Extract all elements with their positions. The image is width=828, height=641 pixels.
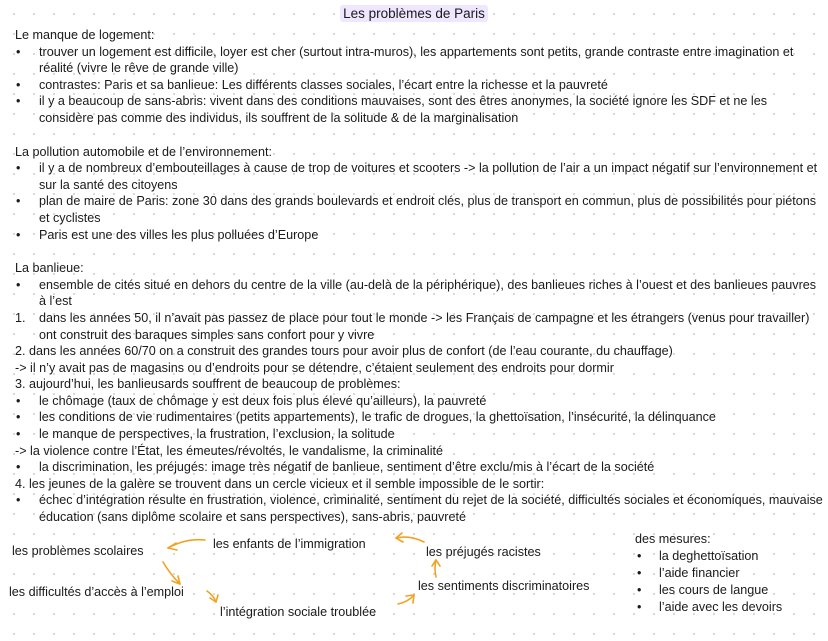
bullet-icon: •	[16, 44, 21, 59]
list-item: • contrastes: Paris et sa banlieue: Les différents classes sociales, l’écart entre la richesse et la pauvreté	[16, 77, 608, 92]
arrow-icon	[432, 560, 440, 577]
bullet-icon: •	[16, 277, 21, 292]
consequence-line: -> il n’y avait pas de magasins ou d’endroits pour se détendre, c’étaient seulement des endroits pour dormir	[15, 360, 614, 375]
arrow-icon	[396, 533, 424, 542]
list-item: • le chômage (taux de chômage y est deux fois plus élevé qu’ailleurs), la pauvreté	[16, 393, 487, 408]
section-pollution	[15, 144, 825, 244]
bullet-icon: •	[637, 566, 642, 580]
list-item: • il y a de nombreux d’embouteillages à cause de trop de voitures et scooters -> la pollution de l’air a un impact négatif sur l’environnement et sur la santé des citoyens	[16, 161, 818, 192]
cycle-node-sentiments: les sentiments discriminatoires	[418, 579, 590, 593]
section-logement	[15, 27, 825, 127]
cycle-node-prejuges: les préjugés racistes	[426, 545, 541, 559]
list-item: • les conditions de vie rudimentaires (petits appartements), le trafic de drogues, la ghettoïsation, l’insécurité, la délinquance	[16, 410, 716, 425]
list-item: • plan de maire de Paris: zone 30 dans des grands boulevards et endroit clés, plus de transport en commun, plus de possibilités pour piétons et cyclistes	[16, 194, 817, 225]
list-item: • les cours de langue	[637, 583, 769, 597]
arrow-icon	[398, 595, 414, 604]
numbered-item: 4. les jeunes de la galère se trouvent dans un cercle vicieux et il semble impossible de le sortir:	[15, 476, 545, 491]
bullet-icon: •	[16, 77, 21, 92]
list-item: • il y a beaucoup de sans-abris: vivent dans des conditions mauvaises, sont des êtres anonymes, la société ignore les SDF et ne les considère pas comme des individus, ils souffrent de la solitude & de la marginalisation	[16, 94, 768, 125]
consequence-line: -> la violence contre l’État, les émeutes/révoltés, le vandalisme, la criminalité	[15, 443, 444, 458]
mesures-list	[635, 531, 782, 616]
bullet-icon: •	[637, 600, 642, 614]
arrow-icon	[168, 540, 205, 550]
notes-body	[15, 27, 825, 526]
bullet-icon: •	[16, 227, 21, 242]
cycle-node-problemes-scolaires: les problèmes scolaires	[12, 544, 144, 558]
cycle-node-enfants: les enfants de l’immigration	[213, 537, 366, 551]
arrow-icon	[207, 591, 218, 602]
numbered-item: 3. aujourd’hui, les banlieusards souffrent de beaucoup de problèmes:	[15, 377, 401, 392]
mesures-heading: des mesures:	[635, 532, 711, 546]
bullet-icon: •	[637, 549, 642, 563]
bullet-icon: •	[16, 427, 21, 442]
list-item: • la deghettoïsation	[637, 549, 759, 563]
list-item: • l’aide financier	[637, 566, 740, 580]
bullet-icon: •	[16, 410, 21, 425]
section-banlieue	[15, 260, 825, 526]
list-item: • échec d’intégration résulte en frustration, violence, criminalité, sentiment du rejet de la société, difficultés sociales et économiques, mauvaise éducation (sans diplôme scolaire et sans perspectives), sans-abris, pauvreté	[16, 493, 823, 525]
list-item: • le manque de perspectives, la frustration, l’exclusion, la solitude	[16, 427, 395, 442]
bullet-icon: •	[16, 194, 21, 209]
list-item: • la discrimination, les préjugés: image très négatif de banlieue, sentiment d’être exclu/mis à l’écart de la société	[16, 460, 655, 475]
cycle-node-integration: l’intégration sociale troublée	[220, 605, 377, 619]
bullet-icon: •	[16, 94, 21, 109]
list-item: • trouver un logement est difficile, loyer est cher (surtout intra-muros), les appartements sont petits, grande contraste entre imagination et réalité (vivre le rêve de grande ville)	[16, 44, 794, 76]
bullet-icon: •	[637, 583, 642, 597]
bullet-icon: •	[16, 161, 21, 176]
numbered-item: 1. dans les années 50, il n’avait pas passez de place pour tout le monde -> les Français de campagne et les étrangers (venus pour travailler) ont construit des baraques simples sans confort pour y vivre	[15, 310, 810, 342]
section-heading: La banlieue:	[15, 261, 84, 276]
list-item: • ensemble de cités situé en dehors du centre de la ville (au-delà de la périphérique), des banlieues riches à l’ouest et des banlieues pauvres à l’est	[16, 277, 817, 309]
page-title: Les problèmes de Paris	[0, 5, 828, 23]
item-number: 1.	[15, 310, 26, 325]
bullet-icon: •	[16, 393, 21, 408]
section-heading: La pollution automobile et de l’environnement:	[15, 144, 272, 159]
numbered-item: 2. dans les années 60/70 on a construit des grandes tours pour avoir plus de confort (de l’eau courante, du chauffage)	[15, 344, 673, 359]
list-item: • l’aide avec les devoirs	[637, 600, 783, 614]
section-heading: Le manque de logement:	[15, 28, 155, 42]
list-item: • Paris est une des villes les plus polluées d’Europe	[16, 227, 319, 242]
bullet-icon: •	[16, 460, 21, 475]
cycle-node-difficultes: les difficultés d’accès à l’emploi	[9, 585, 184, 599]
bullet-icon: •	[16, 493, 21, 508]
arrow-icon	[163, 562, 180, 584]
